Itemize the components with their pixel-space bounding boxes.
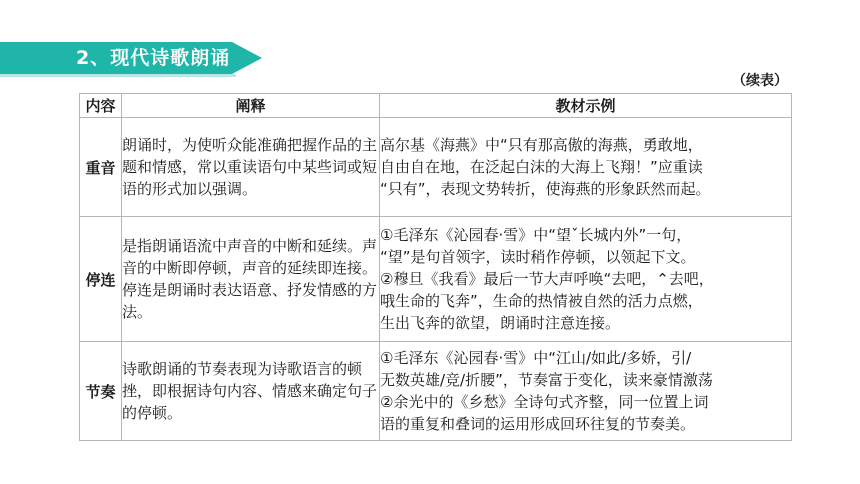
section-title: 2、现代诗歌朗诵	[76, 47, 231, 69]
content-table	[79, 93, 792, 441]
example-line: ②余光中的《乡愁》全诗句式齐整，同一位置上词	[380, 393, 709, 411]
term-cell: 重音	[80, 118, 122, 217]
example-line: 生出飞奔的欲望，朗诵时注意连接。	[380, 314, 621, 332]
term-cell: 停连	[80, 217, 122, 342]
example-line: “望”是句首领字，读时稍作停顿，以领起下文。	[380, 248, 696, 266]
explanation-cell: 朗诵时，为使听众能准确把握作品的主题和情感，常以重读语句中某些词或短语的形式加以强调。	[122, 118, 380, 217]
header-content: 内容	[80, 94, 122, 118]
continued-label: （续表）	[732, 73, 788, 89]
example-line: ①毛泽东《沁园春·雪》中“江山/如此/多娇，引/	[380, 349, 692, 367]
table-header-row	[80, 94, 792, 118]
example-line: 哦生命的飞奔”，生命的热情被自然的活力点燃，	[380, 292, 703, 310]
example-cell	[380, 118, 792, 217]
explanation-cell: 诗歌朗诵的节奏表现为诗歌语言的顿挫，即根据诗句内容、情感来确定句子的停顿。	[122, 342, 380, 441]
term-cell: 节奏	[80, 342, 122, 441]
table-row	[80, 217, 792, 342]
example-line: 语的重复和叠词的运用形成回环往复的节奏美。	[380, 415, 696, 433]
example-line: ①毛泽东《沁园春·雪》中“望ˇ长城内外”一句，	[380, 226, 692, 244]
table-row	[80, 118, 792, 217]
explanation-cell: 是指朗诵语流中声音的中断和延续。声音的中断即停顿，声音的延续即连接。停连是朗诵时表达语意、抒发情感的方法。	[122, 217, 380, 342]
example-line: 自由自在地，在泛起白沫的大海上飞翔！”应重读	[380, 158, 703, 176]
example-cell	[380, 217, 792, 342]
section-banner-accent	[0, 74, 236, 77]
example-cell	[380, 342, 792, 441]
header-example: 教材示例	[380, 94, 792, 118]
header-explanation: 阐释	[122, 94, 380, 118]
example-line: 高尔基《海燕》中“只有那高傲的海燕，勇敢地，	[380, 136, 703, 154]
example-line: ②穆旦《我看》最后一节大声呼唤“去吧，⌃去吧，	[380, 270, 714, 288]
table-row	[80, 342, 792, 441]
example-line: 无数英雄/竞/折腰”，节奏富于变化，读来豪情激荡	[380, 371, 713, 389]
example-line: “只有”，表现文势转折，使海燕的形象跃然而起。	[380, 180, 711, 198]
